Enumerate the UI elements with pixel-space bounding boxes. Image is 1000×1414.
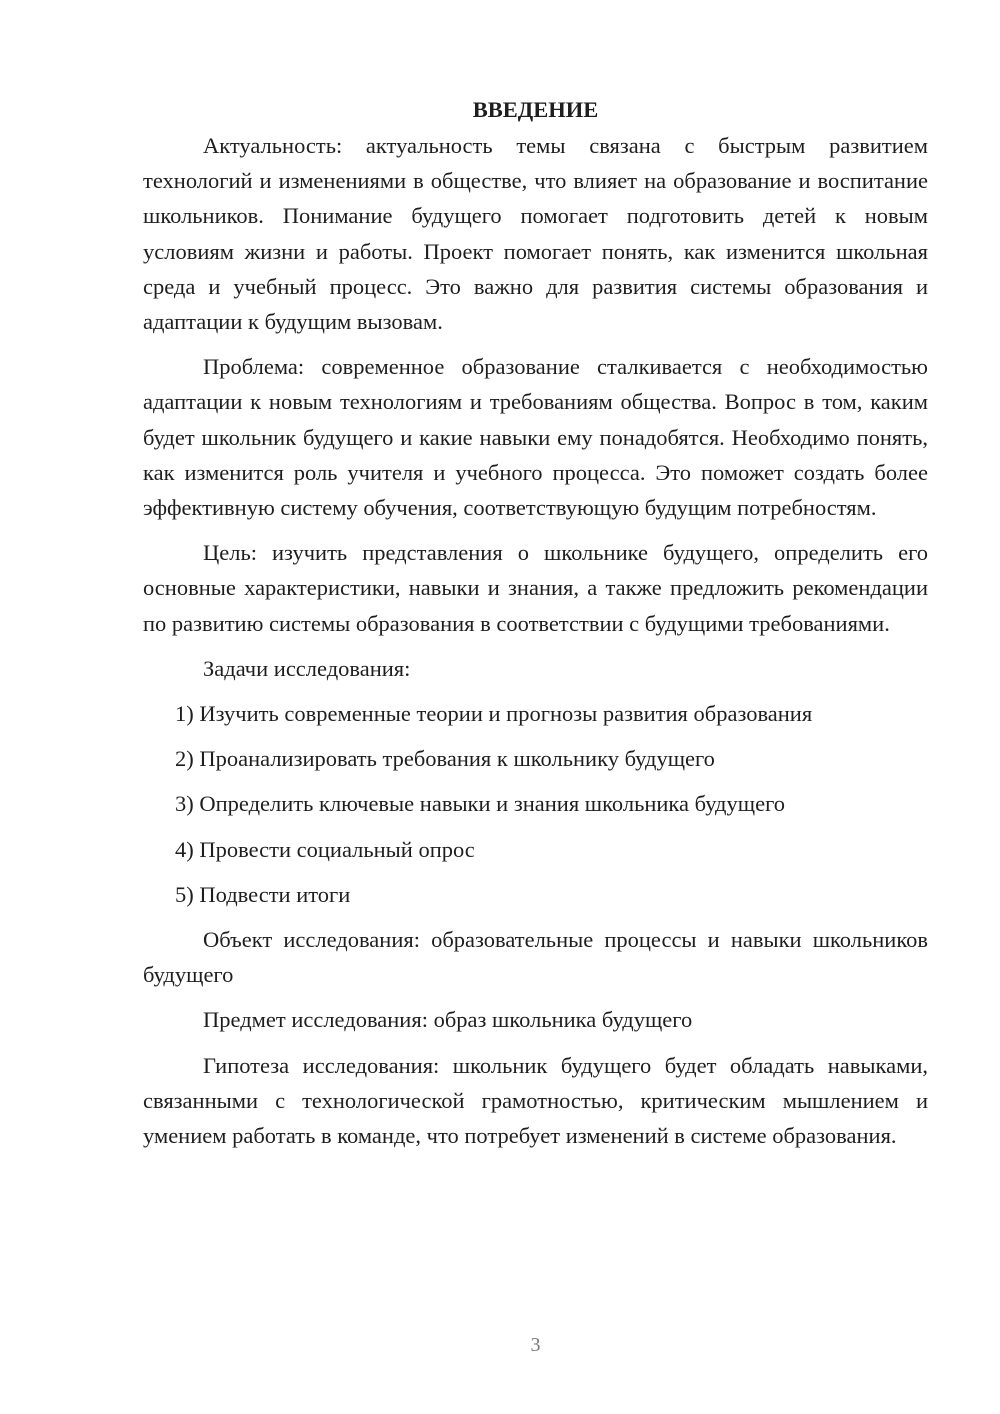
section-heading: ВВЕДЕНИЕ	[472, 97, 599, 122]
paragraph-object: Объект исследования: образовательные процессы и навыки школьников будущего	[143, 927, 928, 988]
tasks-title: Задачи исследования:	[203, 655, 411, 681]
page-content	[143, 92, 928, 1163]
task-item: 5) Подвести итоги	[175, 881, 351, 907]
paragraph-subject: Предмет исследования: образ школьника будущего	[203, 1007, 693, 1033]
paragraph-goal: Цель: изучить представления о школьнике будущего, определить его основные характеристики, навыки и знания, а также предложить рекомендации по развитию системы образования в соответствии с будущими требованиями.	[143, 540, 928, 636]
task-item: 1) Изучить современные теории и прогнозы развития образования	[175, 701, 813, 727]
task-item: 4) Провести социальный опрос	[175, 836, 475, 862]
tasks-list	[143, 696, 928, 912]
paragraph-hypothesis: Гипотеза исследования: школьник будущего будет обладать навыками, связанными с технологической грамотностью, критическим мышлением и умением работать в команде, что потребует изменений в системе образования.	[143, 1052, 928, 1149]
task-item: 3) Определить ключевые навыки и знания школьника будущего	[175, 791, 785, 817]
page-number: 3	[530, 1334, 541, 1356]
task-item: 2) Проанализировать требования к школьнику будущего	[175, 746, 715, 772]
paragraph-relevance: Актуальность: актуальность темы связана с быстрым развитием технологий и изменениями в обществе, что влияет на образование и воспитание школьников. Понимание будущего помогает подготовить детей к новым условиям жизни и работы. Проект помогает понять, как изменится школьная среда и учебный процесс. Это важно для развития системы образования и адаптации к будущим вызовам.	[143, 133, 928, 335]
paragraph-problem: Проблема: современное образование сталкивается с необходимостью адаптации к новым технологиям и требованиям общества. Вопрос в том, каким будет школьник будущего и какие навыки ему понадобятся. Необходимо понять, как изменится роль учителя и учебного процесса. Это поможет создать более эффективную систему обучения, соответствующую будущим потребностям.	[143, 354, 928, 521]
